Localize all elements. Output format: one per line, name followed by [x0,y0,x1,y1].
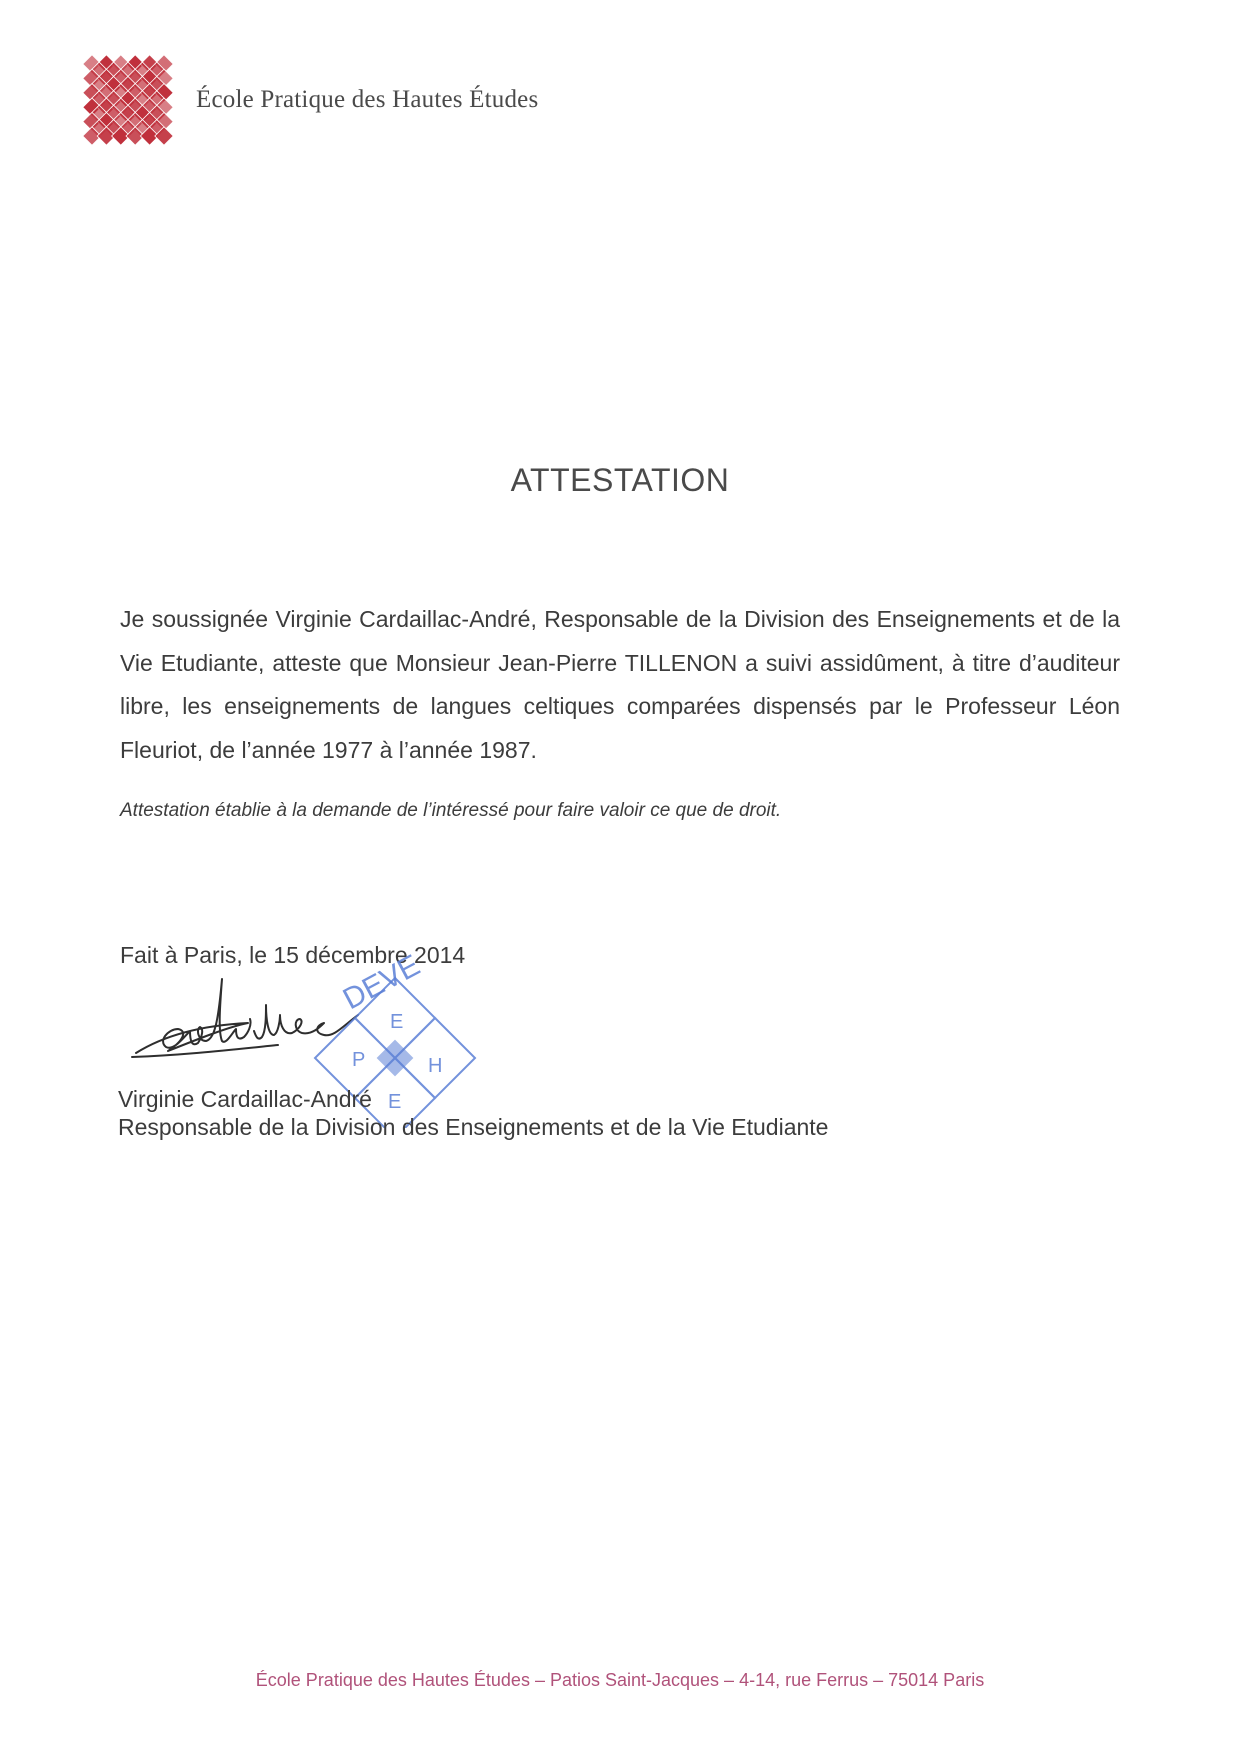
signer-name: Virginie Cardaillac-André [118,1086,372,1112]
document-title: ATTESTATION [510,462,730,498]
institution-logo [72,44,184,156]
attestation-note: Attestation établie à la demande de l’intéressé pour faire valoir ce que de droit. [120,800,782,821]
signer-role: Responsable de la Division des Enseignements et de la Vie Etudiante [118,1114,829,1140]
stamp-arc-text: DEVE [337,948,426,1017]
footer-address: École Pratique des Hautes Études – Patios Saint-Jacques – 4-14, rue Ferrus – 75014 Paris [255,1670,985,1690]
place-and-date: Fait à Paris, le 15 décembre 2014 [120,942,466,968]
stamp-letter-left: P [352,1049,366,1071]
institution-name: École Pratique des Hautes Études [196,86,539,113]
stamp-letter-top: E [390,1011,404,1033]
letterhead [72,44,672,164]
stamp-letter-bottom: E [388,1091,402,1113]
stamp-letter-right: H [428,1055,443,1077]
attestation-body: Je soussignée Virginie Cardaillac-André, Responsable de la Division des Enseignements et de la Vie Etudiante, atteste que Monsieur Jean-Pierre TILLENON a suivi assidûment, à titre d’auditeur libre, les enseignements de langues celtiques comparées dispensés par le Professeur Léon Fleuriot, de l’année 1977 à l’année 1987. [120,606,1120,763]
